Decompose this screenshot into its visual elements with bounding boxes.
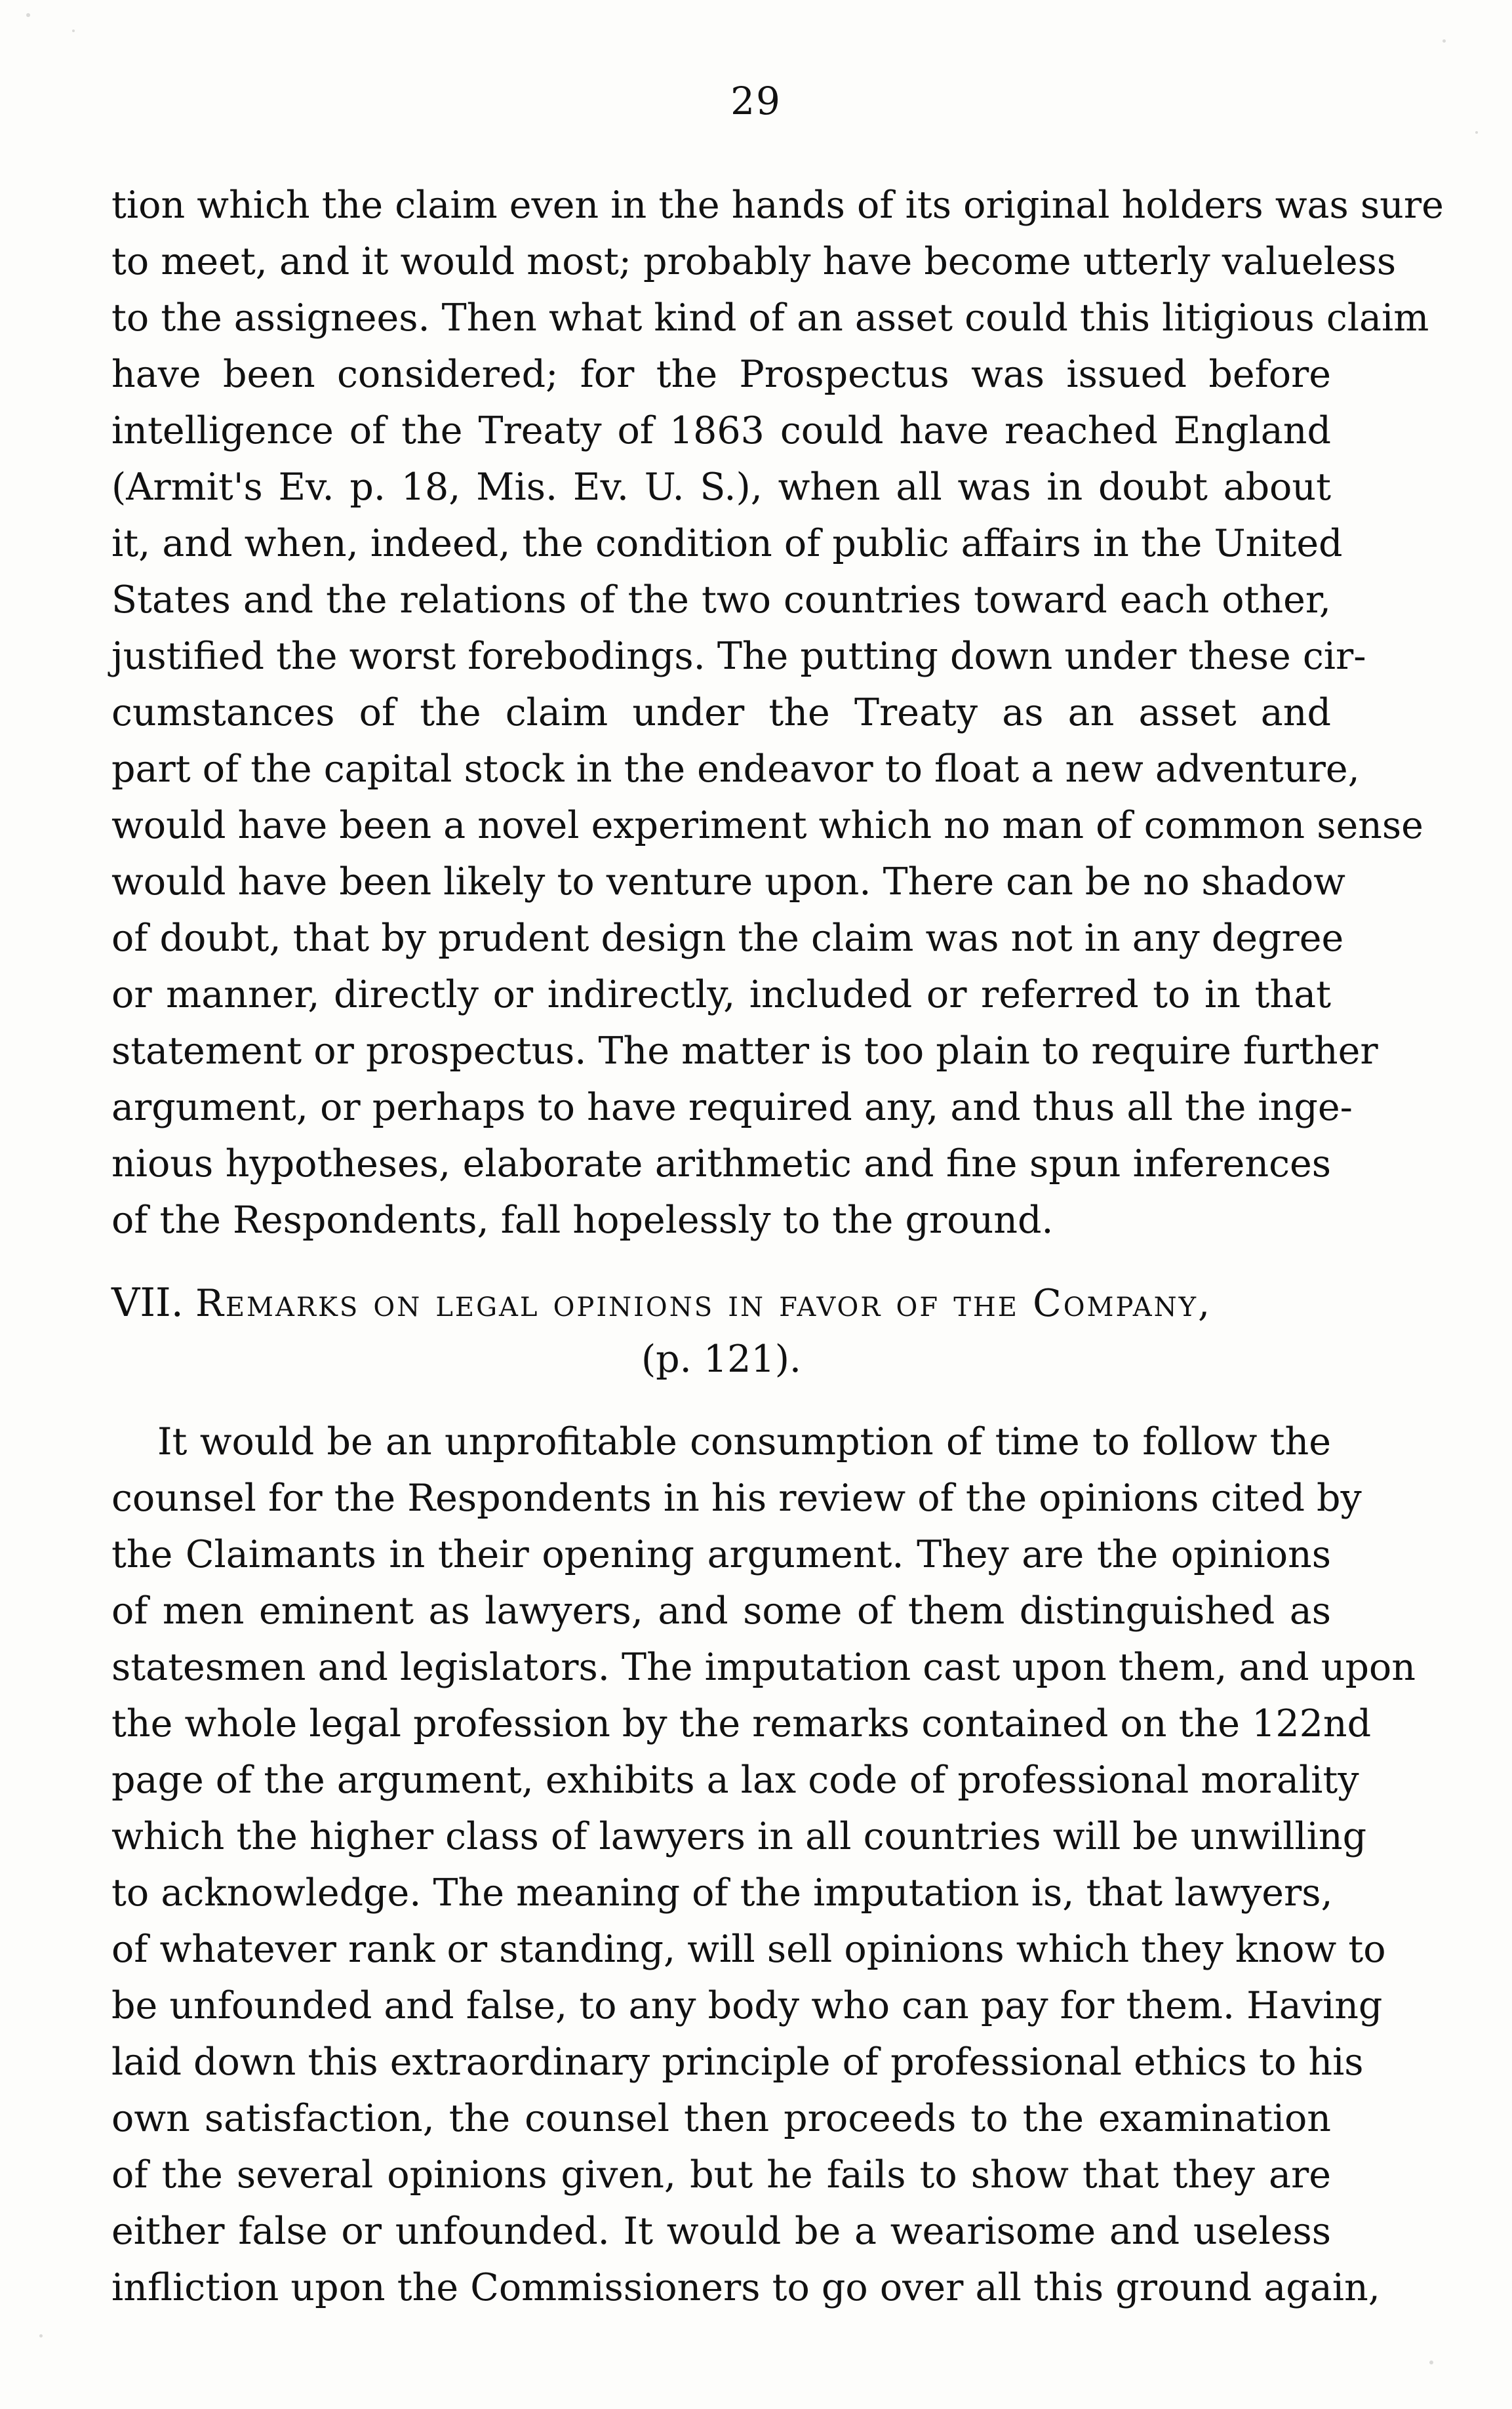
text-line: cumstances of the claim under the Treaty as an asset and <box>111 691 1331 734</box>
text-line: either false or unfounded. It would be a wearisome and useless <box>111 2210 1331 2253</box>
text-line: to acknowledge. The meaning of the imputation is, that lawyers, <box>111 1871 1333 1915</box>
text-line: which the higher class of lawyers in all countries will be unwilling <box>111 1815 1367 1858</box>
text-line: (Armit's Ev. p. 18, Mis. Ev. U. S.), when all was in doubt about <box>111 466 1331 509</box>
text-line: statesmen and legislators. The imputation cast upon them, and upon <box>111 1646 1416 1689</box>
text-line: of the several opinions given, but he fails to show that they are <box>111 2153 1331 2197</box>
scan-speck <box>1429 2360 1433 2364</box>
text-line: to meet, and it would most; probably have become utterly valueless <box>111 240 1397 283</box>
text-line: States and the relations of the two countries toward each other, <box>111 578 1331 622</box>
text-line: to the assignees. Then what kind of an asset could this litigious claim <box>111 296 1429 340</box>
section-heading <box>111 1275 1331 1387</box>
page-number: 29 <box>730 79 782 123</box>
scan-speck <box>1475 131 1478 134</box>
text-line: the Claimants in their opening argument. They are the opinions <box>111 1533 1331 1576</box>
text-line: argument, or perhaps to have required any, and thus all the inge- <box>111 1086 1353 1129</box>
text-line: have been considered; for the Prospectus was issued before <box>111 353 1331 396</box>
text-line: it, and when, indeed, the condition of public affairs in the United <box>111 522 1343 565</box>
text-line: It would be an unprofitable consumption of time to follow the <box>157 1420 1331 1463</box>
text-line: laid down this extraordinary principle of professional ethics to his <box>111 2041 1364 2084</box>
scan-speck <box>1442 39 1446 43</box>
paragraph-continuation <box>111 177 1444 1248</box>
text-line: of whatever rank or standing, will sell opinions which they know to <box>111 1928 1386 1971</box>
scan-speck <box>72 30 75 32</box>
text-line: or manner, directly or indirectly, included or referred to in that <box>111 973 1331 1016</box>
paragraph <box>111 1414 1416 2316</box>
text-line: tion which the claim even in the hands of its original holders was sure <box>111 184 1444 227</box>
text-line: would have been likely to venture upon. There can be no shadow <box>111 860 1345 904</box>
text-line: would have been a novel experiment which no man of common sense <box>111 804 1423 847</box>
text-line: page of the argument, exhibits a lax code of professional morality <box>111 1759 1359 1802</box>
section-number: VII. <box>111 1280 184 1326</box>
text-line: of doubt, that by prudent design the claim was not in any degree <box>111 917 1344 960</box>
scan-speck <box>26 13 30 17</box>
text-line: nious hypotheses, elaborate arithmetic and fine spun inferences <box>111 1142 1331 1185</box>
scan-speck <box>39 2334 43 2338</box>
text-line: intelligence of the Treaty of 1863 could have reached England <box>111 409 1331 452</box>
text-line: counsel for the Respondents in his review of the opinions cited by <box>111 1477 1362 1520</box>
text-line: be unfounded and false, to any body who can pay for them. Having <box>111 1984 1383 2027</box>
text-line: justified the worst forebodings. The putting down under these cir- <box>111 635 1366 678</box>
text-line: part of the capital stock in the endeavor to float a new adventure, <box>111 747 1360 791</box>
section-heading-line <box>111 1275 1331 1331</box>
text-line: own satisfaction, the counsel then proceeds to the examination <box>111 2097 1331 2140</box>
section-page-reference: (p. 121). <box>641 1338 802 1381</box>
document-body <box>111 177 1444 2316</box>
text-line: of men eminent as lawyers, and some of them distinguished as <box>111 1589 1331 1633</box>
section-title: Remarks on legal opinions in favor of the Company, <box>195 1282 1212 1325</box>
text-line: the whole legal profession by the remarks contained on the 122nd <box>111 1702 1372 1745</box>
text-line: statement or prospectus. The matter is too plain to require further <box>111 1029 1378 1073</box>
text-line: infliction upon the Commissioners to go over all this ground again, <box>111 2266 1380 2309</box>
text-line: of the Respondents, fall hopelessly to the ground. <box>111 1199 1054 1242</box>
